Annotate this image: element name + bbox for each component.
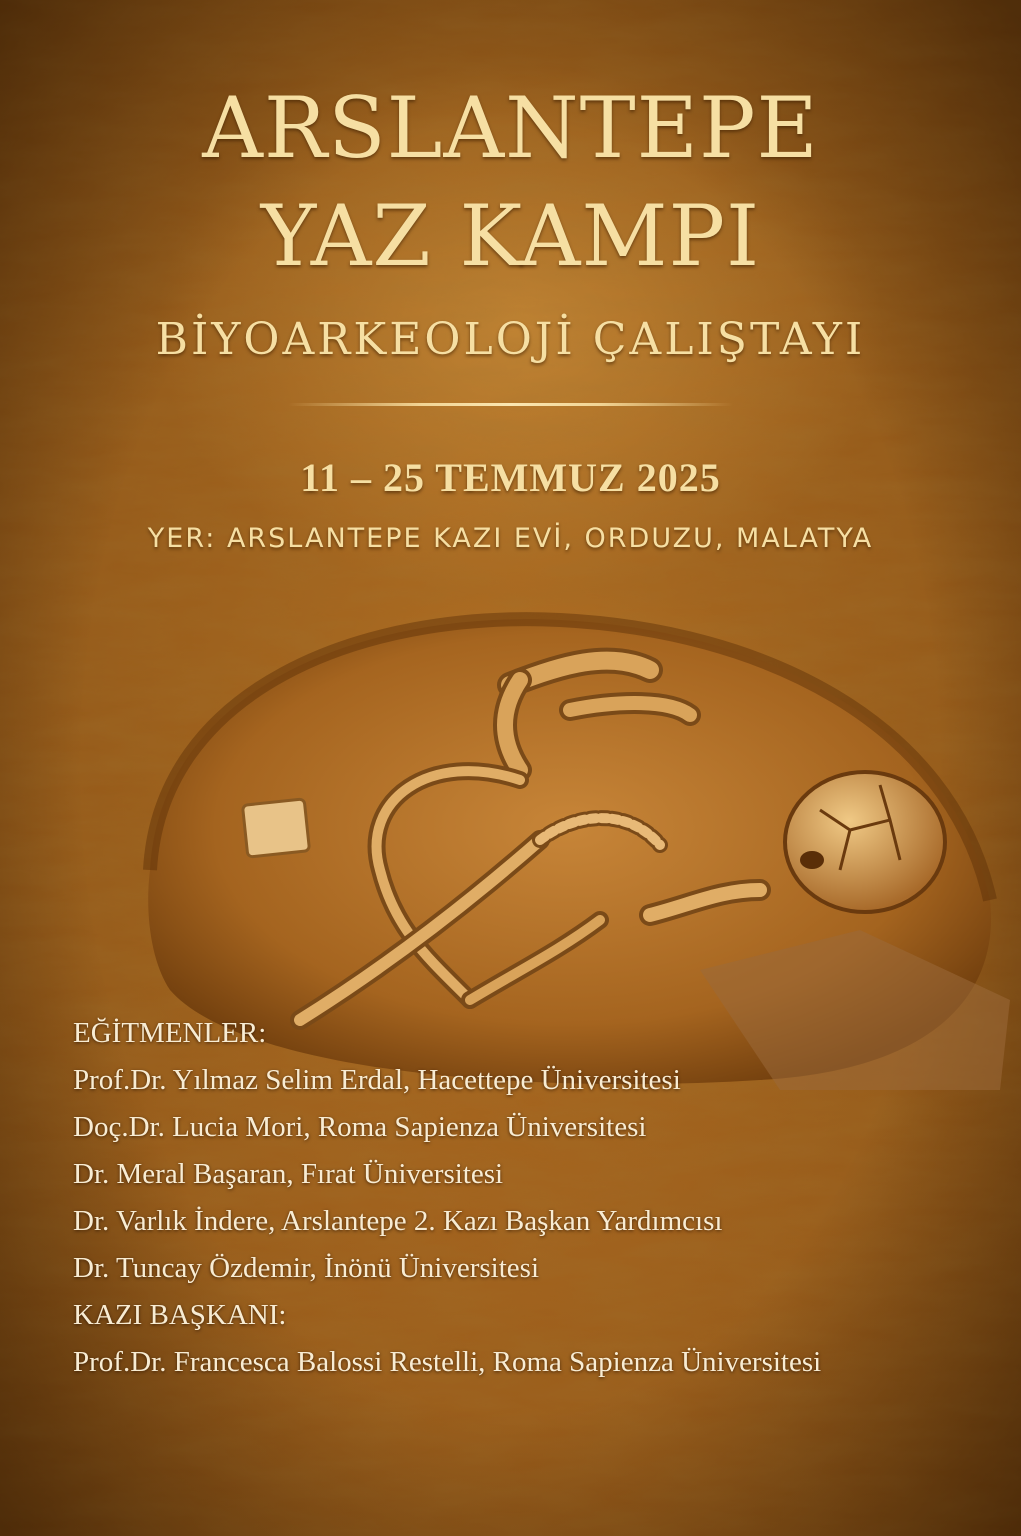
event-dates: 11 – 25 TEMMUZ 2025 bbox=[300, 455, 721, 500]
people-list bbox=[73, 1010, 1003, 1386]
title-line-2: YAZ KAMPI bbox=[260, 187, 761, 285]
artifact-tile bbox=[242, 799, 309, 857]
instructor-3: Dr. Meral Başaran, Fırat Üniversitesi bbox=[73, 1158, 504, 1190]
divider-line bbox=[288, 403, 733, 406]
instructor-1: Prof.Dr. Yılmaz Selim Erdal, Hacettepe Üniversitesi bbox=[73, 1064, 681, 1096]
excavation-director: Prof.Dr. Francesca Balossi Restelli, Roma Sapienza Üniversitesi bbox=[73, 1346, 822, 1378]
event-venue: YER: ARSLANTEPE KAZI EVİ, ORDUZU, MALATYA bbox=[147, 523, 874, 554]
instructor-4: Dr. Varlık İndere, Arslantepe 2. Kazı Başkan Yardımcısı bbox=[73, 1205, 723, 1237]
skull bbox=[785, 772, 945, 912]
instructors-heading: EĞİTMENLER: bbox=[73, 1017, 267, 1049]
subtitle: BİYOARKEOLOJİ ÇALIŞTAYI bbox=[155, 314, 866, 365]
instructor-2: Doç.Dr. Lucia Mori, Roma Sapienza Üniversitesi bbox=[73, 1111, 647, 1143]
instructor-5: Dr. Tuncay Özdemir, İnönü Üniversitesi bbox=[73, 1252, 540, 1284]
title-line-1: ARSLANTEPE bbox=[202, 79, 819, 177]
director-heading: KAZI BAŞKANI: bbox=[73, 1299, 287, 1331]
